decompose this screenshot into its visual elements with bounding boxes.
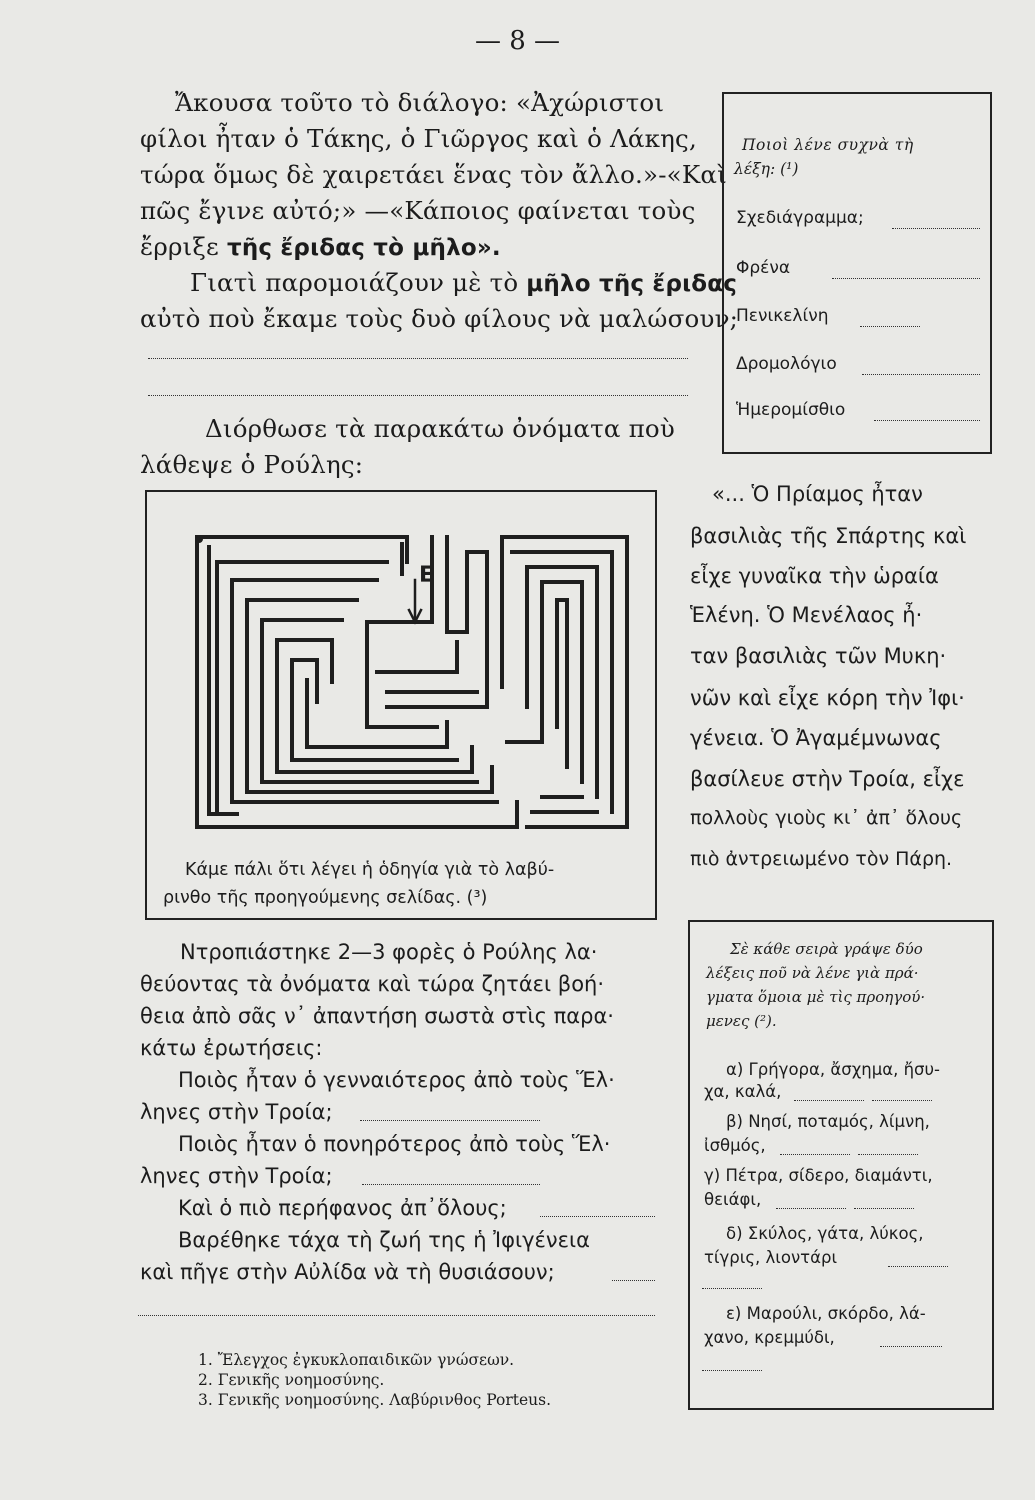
word-penikelini: Πενικελίνη	[736, 306, 829, 326]
footnote-1: 1. Ἔλεγχος ἐγκυκλοπαιδικῶν γνώσεων.	[198, 1351, 515, 1369]
footnote-3: 3. Γενικῆς νοημοσύνης. Λαβύρινθος Porteus.	[198, 1391, 552, 1409]
dialogue-line-5-bold: τῆς ἔριδας τὸ μῆλο».	[226, 235, 501, 261]
roulis-line-11: καὶ πῆγε στὴν Αὐλίδα νὰ τὴ θυσιάσουν;	[140, 1260, 555, 1284]
answer-b-1[interactable]	[780, 1154, 850, 1155]
word-frena: Φρένα	[736, 258, 791, 278]
question1-line-1-bold: μῆλο τῆς ἔριδας	[526, 271, 738, 297]
dialogue-line-2: φίλοι ἦταν ὁ Τάκης, ὁ Γιῶργος καὶ ὁ Λάκης,	[140, 124, 697, 153]
answer-d-2[interactable]	[702, 1288, 762, 1289]
answer-line-2[interactable]	[148, 395, 688, 396]
answer-iphigenia-1[interactable]	[612, 1280, 655, 1281]
roulis-line-5: Ποιὸς ἦταν ὁ γενναιότερος ἀπὸ τοὺς Ἕλ·	[178, 1068, 615, 1092]
prompt-line-2: λάθεψε ὁ Ρούλης:	[140, 450, 364, 479]
series-item-e-line-2: χανο, κρεμμύδι,	[704, 1328, 835, 1347]
answer-e-1[interactable]	[880, 1346, 942, 1347]
roulis-line-2: θεύοντας τὰ ὀνόματα καὶ τώρα ζητάει βοή·	[140, 972, 605, 996]
priamos-line-1: «... Ὁ Πρίαμος ἦταν	[712, 482, 923, 506]
series-title-line-1: Σὲ κάθε σειρὰ γράψε δύο	[730, 940, 923, 958]
series-item-a-line-2: χα, καλά,	[704, 1082, 782, 1101]
series-item-b-line-2: ἰσθμός,	[704, 1136, 766, 1155]
word-box-title-line-1: Ποιοὶ λένε συχνὰ τὴ	[742, 136, 914, 154]
roulis-line-10: Βαρέθηκε τάχα τὴ ζωή της ἡ Ἰφιγένεια	[178, 1228, 590, 1252]
priamos-line-7: γένεια. Ὁ Ἀγαμέμνωνας	[690, 726, 942, 750]
word-imeromisthio: Ἡμερομίσθιο	[736, 400, 846, 420]
series-item-c-line-2: θειάφι,	[704, 1190, 762, 1209]
question1-line-2: αὐτὸ ποὺ ἔκαμε τοὺς δυὸ φίλους νὰ μαλώσουν;	[140, 304, 739, 333]
answer-imeromisthio[interactable]	[874, 420, 980, 421]
roulis-line-4: κάτω ἐρωτήσεις:	[140, 1036, 323, 1060]
answer-d-1[interactable]	[888, 1266, 948, 1267]
page-number: — 8 —	[474, 26, 561, 56]
word-box	[722, 92, 992, 454]
roulis-line-8: ληνες στὴν Τροία;	[140, 1164, 333, 1188]
priamos-line-8: βασίλευε στὴν Τροία, εἶχε	[690, 767, 965, 791]
priamos-line-9: πολλοὺς γιοὺς κι᾽ ἀπ᾽ ὅλους	[690, 807, 963, 829]
series-item-e-line-1: ε) Μαρούλι, σκόρδο, λά-	[726, 1304, 926, 1323]
dialogue-line-1: Ἄκουσα τοῦτο τὸ διάλογο: «Ἀχώριστοι	[175, 88, 665, 117]
priamos-line-5: ταν βασιλιὰς τῶν Μυκη·	[690, 644, 947, 668]
priamos-line-10: πιὸ ἀντρειωμένο τὸν Πάρη.	[690, 848, 953, 870]
answer-b-2[interactable]	[858, 1154, 918, 1155]
answer-a-1[interactable]	[794, 1100, 864, 1101]
series-item-d-line-1: δ) Σκύλος, γάτα, λύκος,	[726, 1224, 924, 1243]
word-dromologio: Δρομολόγιο	[736, 354, 837, 374]
dialogue-line-4: πῶς ἔγινε αὐτό;» —«Κάποιος φαίνεται τοὺς	[140, 196, 696, 225]
maze-entry-label: Ε	[419, 563, 435, 588]
answer-schediagramma[interactable]	[892, 228, 980, 229]
dialogue-line-5-regular: ἔρριξε	[140, 232, 227, 261]
roulis-line-6: ληνες στὴν Τροία;	[140, 1100, 333, 1124]
series-title-line-4: μενες (²).	[706, 1012, 777, 1030]
answer-cunning[interactable]	[362, 1184, 540, 1185]
prompt-line-1: Διόρθωσε τὰ παρακάτω ὀνόματα ποὺ	[205, 414, 675, 443]
answer-c-2[interactable]	[854, 1208, 914, 1209]
series-item-b-line-1: β) Νησί, ποταμός, λίμνη,	[726, 1112, 930, 1131]
series-box	[688, 920, 994, 1410]
word-box-title-line-2: λέξη: (¹)	[734, 160, 799, 178]
answer-penikelini[interactable]	[860, 326, 920, 327]
roulis-line-9: Καὶ ὁ πιὸ περήφανος ἀπ᾽ὅλους;	[178, 1196, 507, 1220]
series-title-line-3: γματα ὅμοια μὲ τὶς προηγού·	[706, 988, 926, 1006]
maze-caption-line-1: Κάμε πάλι ὅτι λέγει ἡ ὁδηγία γιὰ τὸ λαβύ-	[185, 860, 555, 880]
answer-frena[interactable]	[832, 278, 980, 279]
maze-caption-line-2: ρινθο τῆς προηγούμενης σελίδας. (³)	[163, 888, 488, 908]
answer-c-1[interactable]	[776, 1208, 846, 1209]
word-schediagramma: Σχεδιάγραμμα;	[736, 208, 864, 228]
priamos-line-3: εἶχε γυναῖκα τὴν ὡραία	[690, 564, 939, 588]
priamos-line-2: βασιλιὰς τῆς Σπάρτης καὶ	[690, 524, 967, 548]
priamos-line-4: Ἑλένη. Ὁ Μενέλαος ἦ·	[690, 603, 923, 627]
priamos-line-6: νῶν καὶ εἶχε κόρη τὴν Ἰφι·	[690, 686, 965, 710]
maze-start-dot	[195, 535, 203, 543]
roulis-line-1: Ντροπιάστηκε 2—3 φορὲς ὁ Ρούλης λα·	[180, 940, 598, 964]
answer-a-2[interactable]	[872, 1100, 932, 1101]
roulis-line-7: Ποιὸς ἦταν ὁ πονηρότερος ἀπὸ τοὺς Ἕλ·	[178, 1132, 611, 1156]
maze-drawing[interactable]	[147, 492, 655, 832]
answer-bravest[interactable]	[360, 1120, 540, 1121]
question1-line-1	[190, 268, 737, 297]
series-item-d-line-2: τίγρις, λιοντάρι	[704, 1248, 838, 1267]
roulis-line-3: θεια ἀπὸ σᾶς ν᾽ ἀπαντήση σωστὰ στὶς παρα·	[140, 1004, 614, 1028]
answer-line-1[interactable]	[148, 358, 688, 359]
question1-line-1-regular: Γιατὶ παρομοιάζουν μὲ τὸ	[190, 268, 527, 297]
dialogue-line-3: τώρα ὅμως δὲ χαιρετάει ἕνας τὸν ἄλλο.»-«Καὶ	[140, 160, 727, 189]
answer-iphigenia-2[interactable]	[138, 1315, 655, 1316]
answer-dromologio[interactable]	[862, 374, 980, 375]
dialogue-line-5	[140, 232, 501, 261]
footnote-2: 2. Γενικῆς νοημοσύνης.	[198, 1371, 385, 1389]
answer-e-2[interactable]	[702, 1370, 762, 1371]
maze-box	[145, 490, 657, 920]
answer-proudest[interactable]	[540, 1216, 655, 1217]
series-item-c-line-1: γ) Πέτρα, σίδερο, διαμάντι,	[704, 1166, 933, 1185]
series-title-line-2: λέξεις ποῦ νὰ λένε γιὰ πρά·	[706, 964, 919, 982]
series-item-a-line-1: α) Γρήγορα, ἄσχημα, ἤσυ-	[726, 1060, 940, 1079]
